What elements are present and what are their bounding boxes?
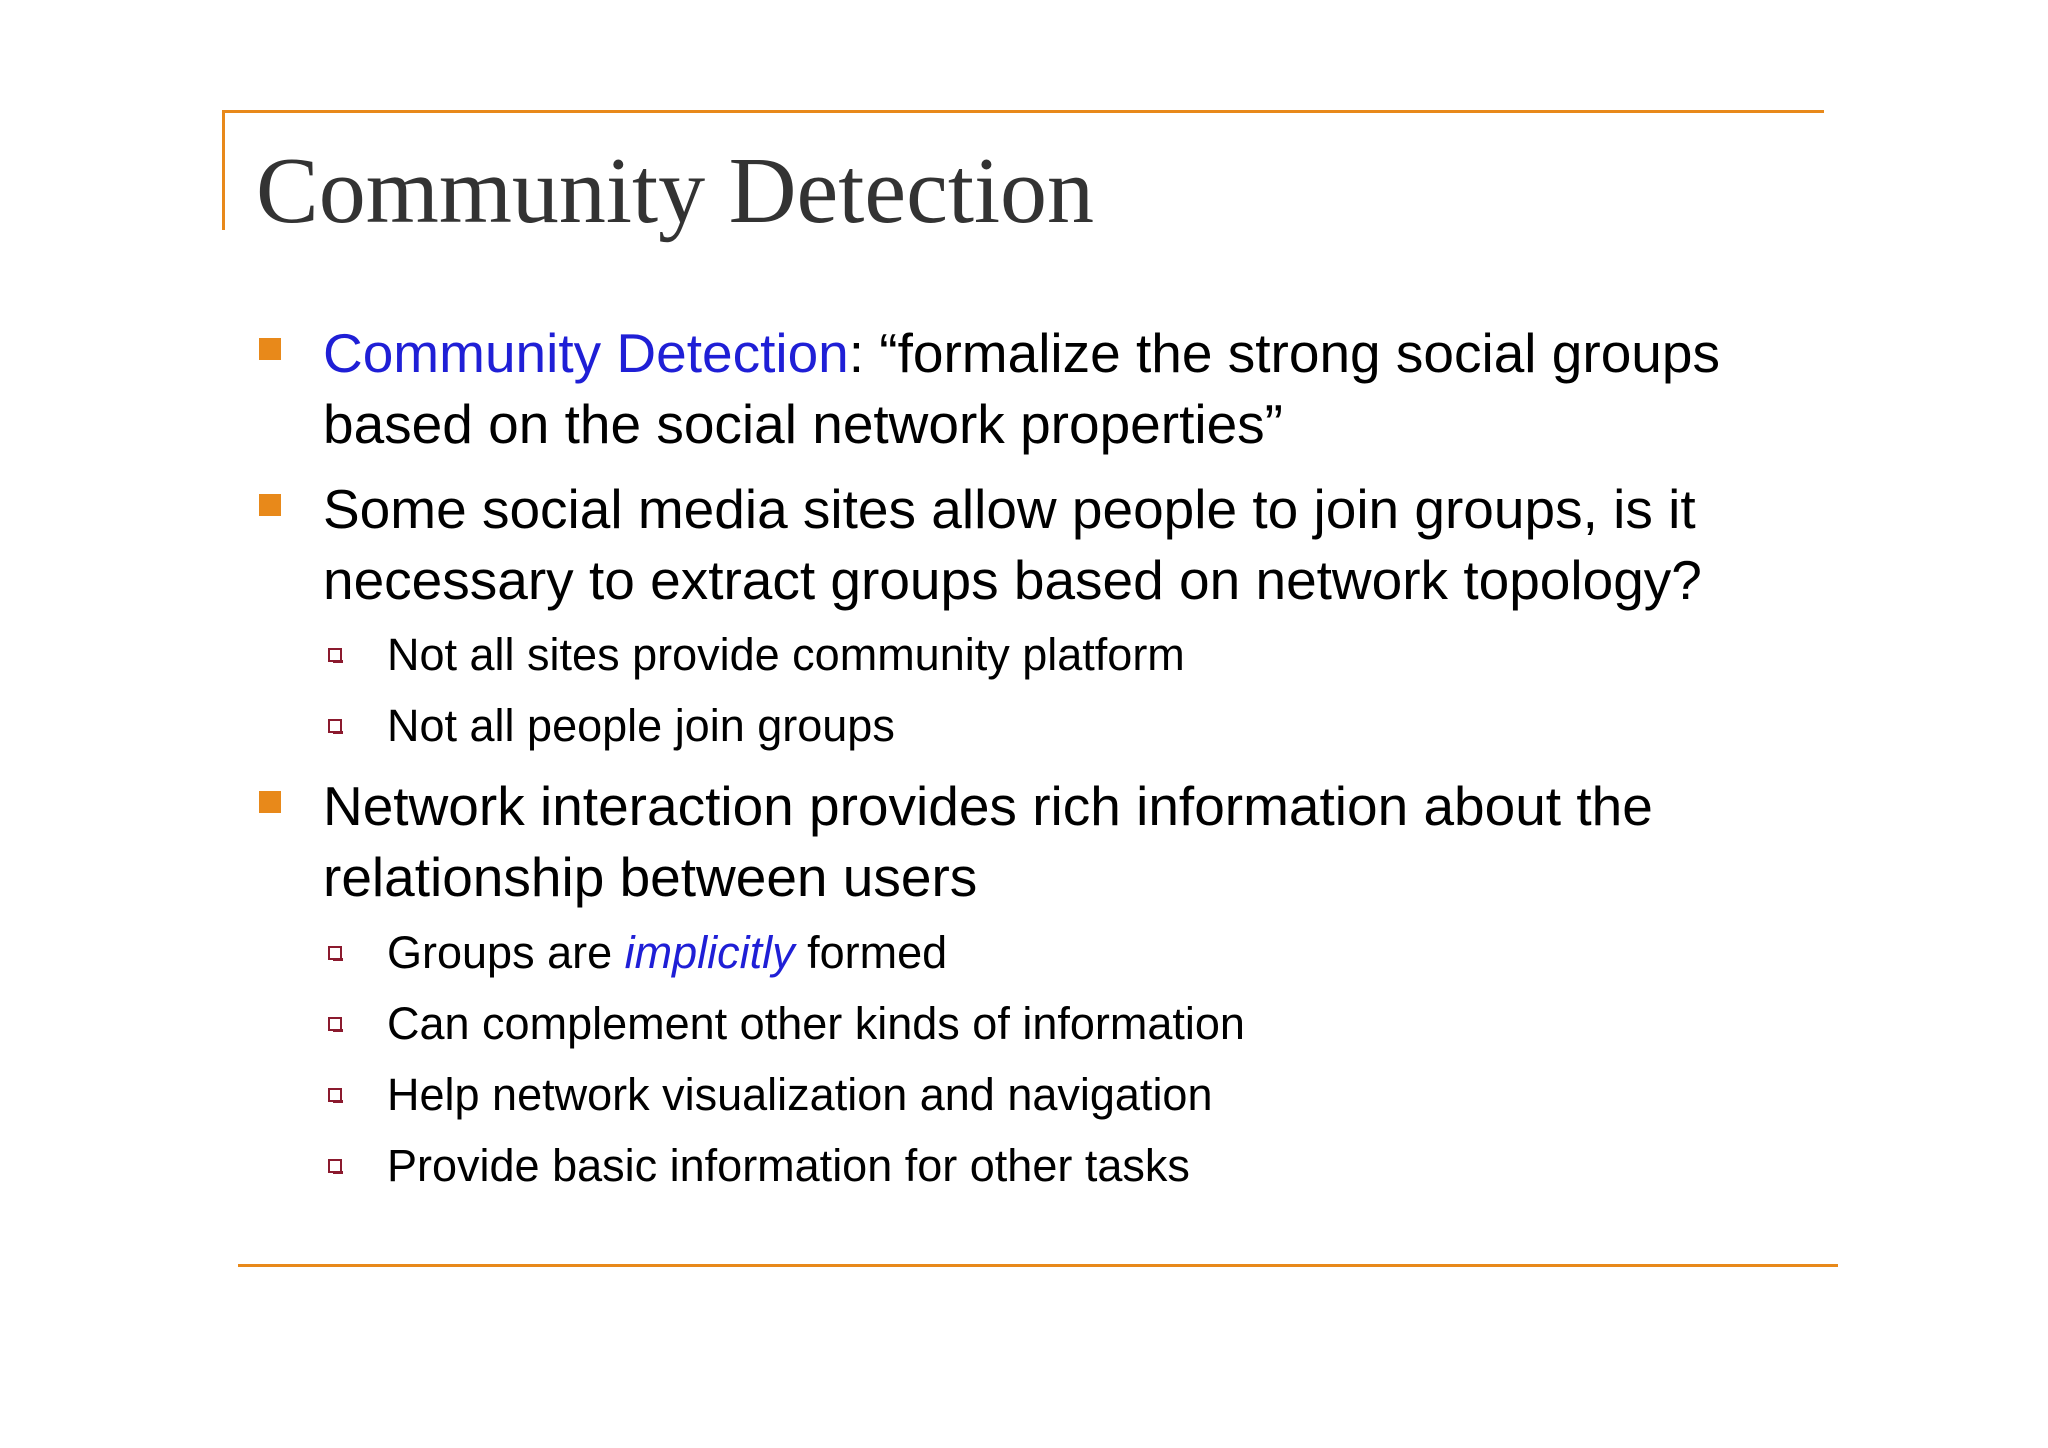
hollow-square-bullet-icon <box>328 946 342 960</box>
bullet-1-definition: : “formalize the strong social groups based on the social network properties” <box>323 322 1720 455</box>
square-bullet-icon <box>259 494 281 516</box>
emphasis-implicitly: implicitly <box>624 927 795 978</box>
hollow-square-bullet-icon <box>328 1017 342 1031</box>
square-bullet-icon <box>259 791 281 813</box>
left-rule <box>222 110 225 230</box>
sub-bullet-text: Not all people join groups <box>387 700 895 751</box>
sub-bullet-text: Help network visualization and navigation <box>387 1069 1213 1120</box>
sub-bullet-text: Not all sites provide community platform <box>387 629 1185 680</box>
sub-bullet-text <box>387 925 1787 981</box>
top-rule <box>222 110 1824 113</box>
sub-bullet-text-before: Groups are <box>387 927 625 978</box>
slide-title: Community Detection <box>256 139 1095 243</box>
sub-bullet-text-after: formed <box>794 927 948 978</box>
hollow-square-bullet-icon <box>328 719 342 733</box>
term-community-detection: Community Detection <box>323 322 849 384</box>
bullet-1-text <box>323 318 1823 460</box>
bullet-2-text: Some social media sites allow people to join groups, is it necessary to extract groups based on network topology? <box>323 478 1702 611</box>
sub-bullet-text: Provide basic information for other tasks <box>387 1140 1190 1191</box>
bottom-rule <box>238 1264 1838 1267</box>
hollow-square-bullet-icon <box>328 1159 342 1173</box>
hollow-square-bullet-icon <box>328 648 342 662</box>
sub-bullet-text: Can complement other kinds of information <box>387 998 1245 1049</box>
square-bullet-icon <box>259 338 281 360</box>
bullet-3-text: Network interaction provides rich information about the relationship between users <box>323 775 1653 908</box>
hollow-square-bullet-icon <box>328 1088 342 1102</box>
